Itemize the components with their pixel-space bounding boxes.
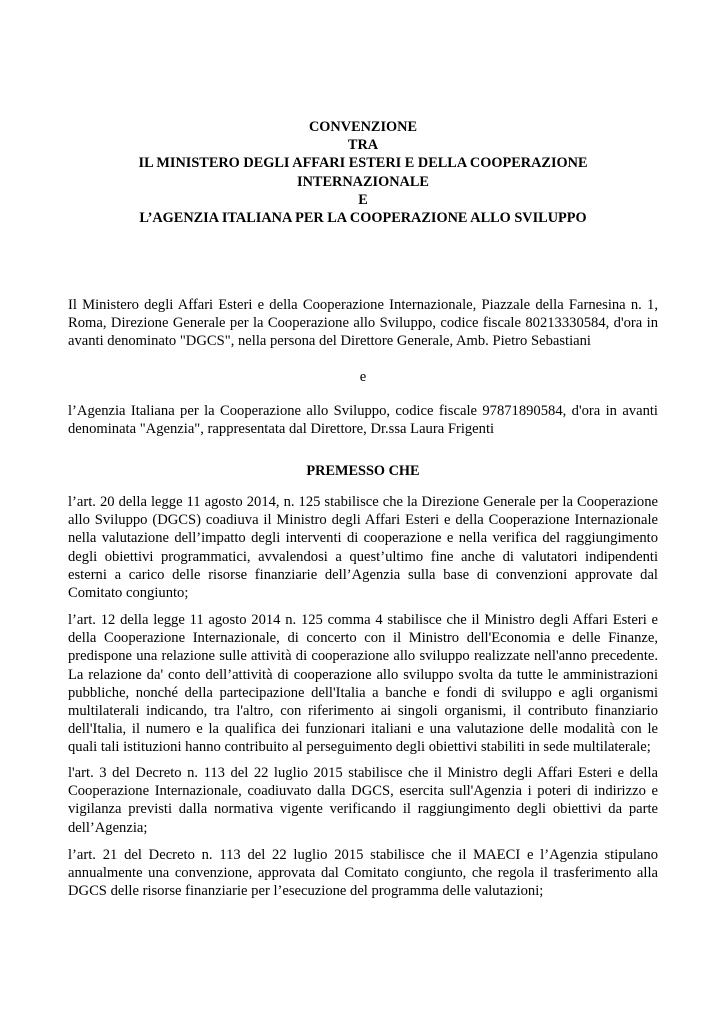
title-line-e: E — [358, 191, 368, 208]
party-agency-paragraph: l’Agenzia Italiana per la Cooperazione allo Sviluppo, codice fiscale 97871890584, d'ora in avanti denominata "Agenzia", rappresentata dal Direttore, Dr.ssa Laura Frigenti — [68, 403, 658, 438]
premessa-paragraph-4: l’art. 21 del Decreto n. 113 del 22 luglio 2015 stabilisce che il MAECI e l’Agenzia stipulano annualmente una convenzione, approvata dal Comitato congiunto, che regola il trasferimento alla DGCS delle risorse finanziarie per l’esecuzione del programma delle valutazioni; — [68, 847, 658, 900]
title-line-convenzione: CONVENZIONE — [308, 119, 418, 135]
party-ministry-paragraph: Il Ministero degli Affari Esteri e della Cooperazione Internazionale, Piazzale della Farnesina n. 1, Roma, Direzione Generale per la Cooperazione allo Sviluppo, codice fiscale 80213330584, d'ora in avanti denominato "DGCS", nella persona del Direttore Generale, Amb. Pietro Sebastiani — [68, 297, 658, 350]
premessa-paragraph-3: l'art. 3 del Decreto n. 113 del 22 luglio 2015 stabilisce che il Ministro degli Affari Esteri e della Cooperazione Internazionale, coadiuvato dalla DGCS, esercita sull'Agenzia i poteri di indirizzo e vigilanza previsti dalla normativa vigente verificando il raggiungimento degli obiettivi da parte dell’Agenzia; — [68, 765, 658, 836]
party-conjunction: e — [359, 369, 367, 385]
title-line-agenzia: L’AGENZIA ITALIANA PER LA COOPERAZIONE ALLO SVILUPPO — [139, 210, 587, 227]
premesso-heading: PREMESSO CHE — [306, 463, 420, 479]
document-title — [68, 118, 658, 227]
title-line-tra: TRA — [347, 137, 379, 154]
title-line-internazionale: INTERNAZIONALE — [297, 173, 429, 190]
premessa-paragraph-2: l’art. 12 della legge 11 agosto 2014 n. 125 comma 4 stabilisce che il Ministro degli Affari Esteri e della Cooperazione Internazionale, di concerto con il Ministro dell'Economia e delle Finanze, predispone una relazione sulle attività di cooperazione allo sviluppo realizzate nell'anno precedente. La relazione da' conto dell’attività di cooperazione allo sviluppo svolta da tutte le amministrazioni pubbliche, nonché della partecipazione dell'Italia a banche e fondi di sviluppo e agli organismi multilaterali indicando, tra l'altro, con riferimento ai singoli organismi, il contributo finanziario dell'Italia, il numero e la qualifica dei funzionari italiani e una valutazione delle modalità con le quali tali istituzioni hanno contribuito al perseguimento degli obiettivi stabiliti in sede multilaterale; — [68, 612, 658, 756]
title-line-ministero: IL MINISTERO DEGLI AFFARI ESTERI E DELLA COOPERAZIONE — [138, 155, 588, 172]
premessa-paragraph-1: l’art. 20 della legge 11 agosto 2014, n. 125 stabilisce che la Direzione Generale per la Cooperazione allo Sviluppo (DGCS) coadiuva il Ministro degli Affari Esteri e della Cooperazione Internazionale nella valutazione dell’impatto degli interventi di cooperazione e nella verifica del raggiungimento degli obiettivi programmatici, avvalendosi a quest’ultimo fine anche di valutatori indipendenti esterni a carico delle risorse finanziarie dell’Agenzia sulla base di convenzioni approvate dal Comitato congiunto; — [68, 494, 658, 602]
